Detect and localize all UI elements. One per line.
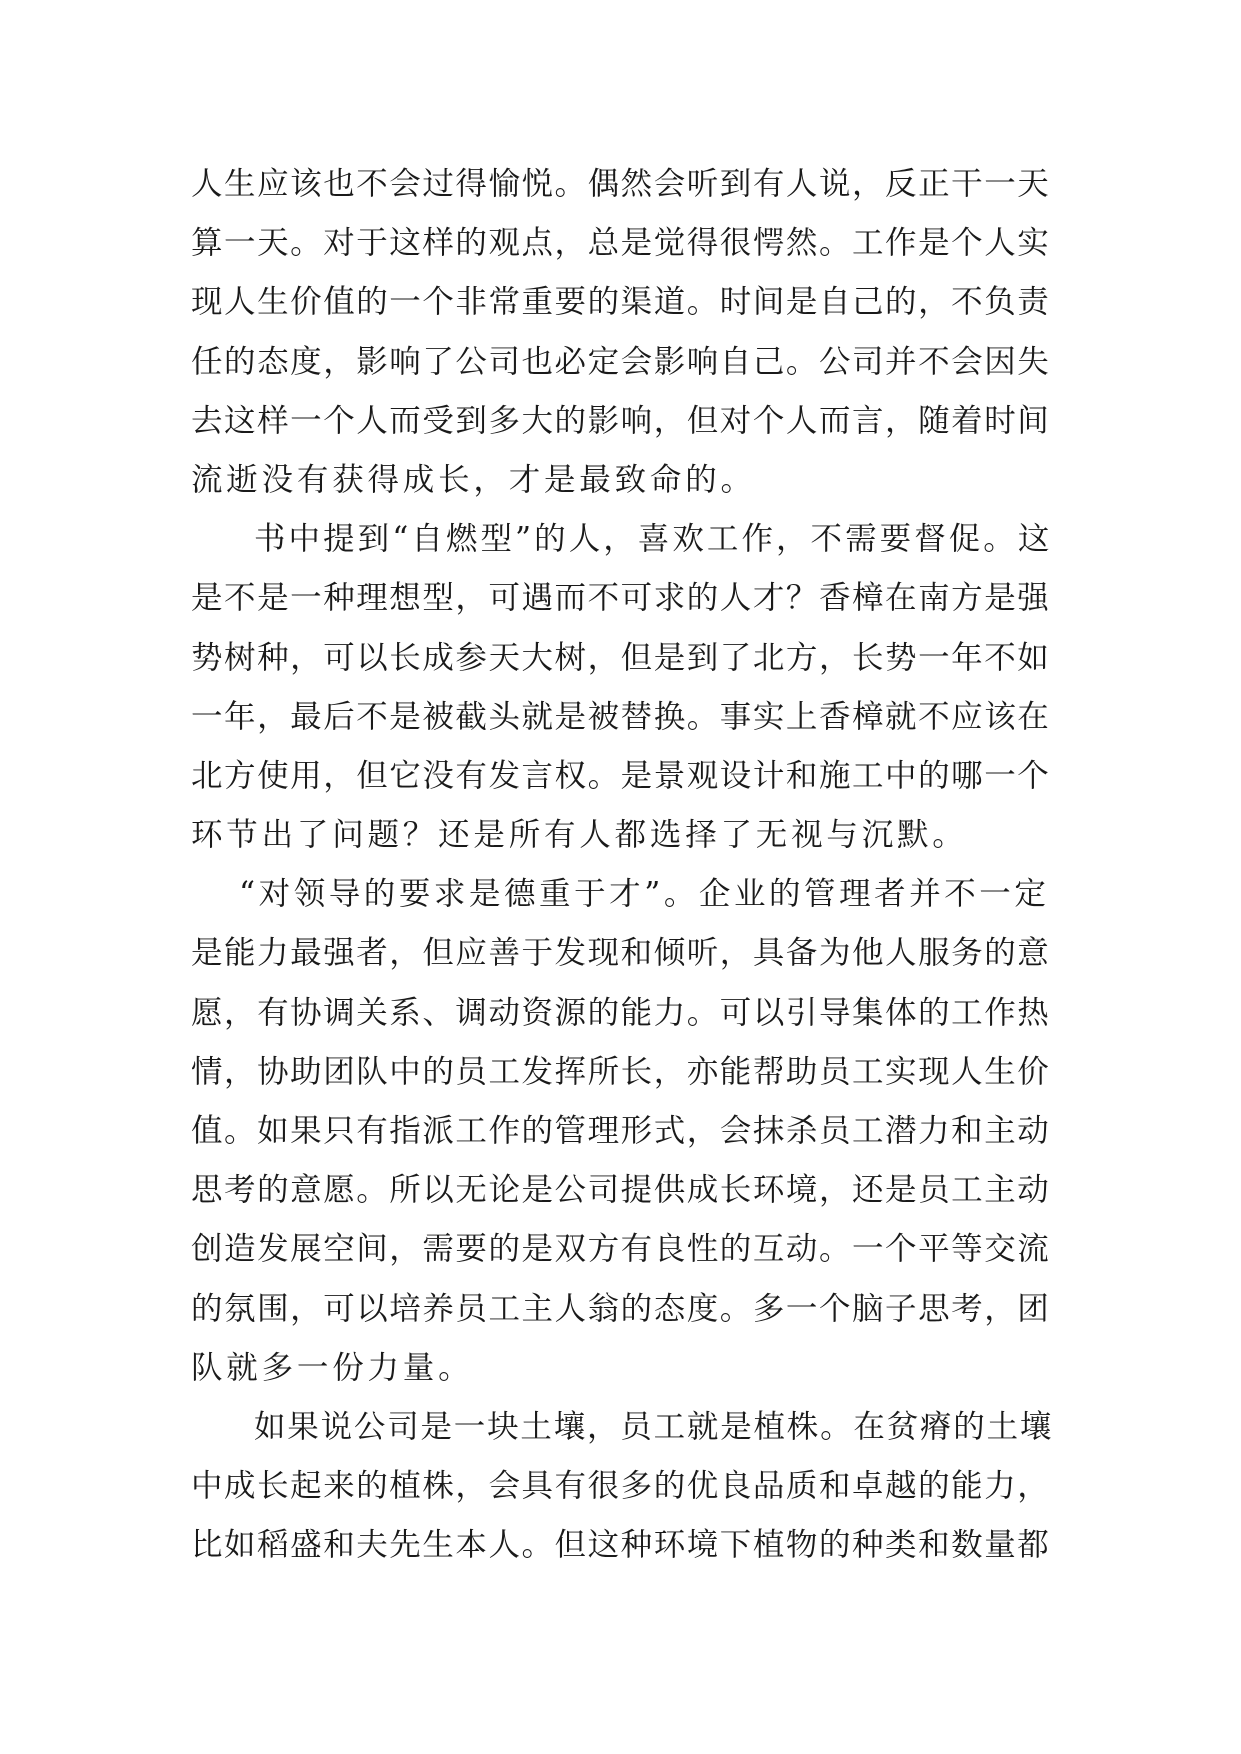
text-line: 创造发展空间，需要的是双方有良性的互动。一个平等交流 xyxy=(191,1231,1051,1268)
text-line: 势树种，可以长成参天大树，但是到了北方，长势一年不如 xyxy=(191,639,1051,676)
text-line: 是能力最强者，但应善于发现和倾听，具备为他人服务的意 xyxy=(191,935,1051,972)
text-line: 去这样一个人而受到多大的影响，但对个人而言，随着时间 xyxy=(191,402,1051,439)
body-text xyxy=(191,155,1053,1576)
text-line: “对领导的要求是德重于才”。企业的管理者并不一定 xyxy=(239,876,1050,913)
text-line: 任的态度，影响了公司也必定会影响自己。公司并不会因失 xyxy=(191,343,1051,380)
text-line: 队就多一份力量。 xyxy=(191,1349,474,1386)
text-line: 人生应该也不会过得愉悦。偶然会听到有人说，反正干一天 xyxy=(191,166,1051,202)
text-line: 值。如果只有指派工作的管理形式，会抹杀员工潜力和主动 xyxy=(191,1113,1051,1149)
text-line: 比如稻盛和夫先生本人。但这种环境下植物的种类和数量都 xyxy=(191,1527,1051,1564)
text-line: 算一天。对于这样的观点，总是觉得很愕然。工作是个人实 xyxy=(191,225,1051,262)
text-line: 书中提到“自燃型”的人，喜欢工作，不需要督促。这 xyxy=(254,521,1053,558)
text-line: 环节出了问题？还是所有人都选择了无视与沉默。 xyxy=(191,817,968,854)
text-line: 的氛围，可以培养员工主人翁的态度。多一个脑子思考，团 xyxy=(191,1290,1051,1327)
text-line: 是不是一种理想型，可遇而不可求的人才？香樟在南方是强 xyxy=(191,580,1051,617)
text-line: 现人生价值的一个非常重要的渠道。时间是自己的，不负责 xyxy=(191,284,1051,321)
text-line: 北方使用，但它没有发言权。是景观设计和施工中的哪一个 xyxy=(191,757,1051,794)
text-line: 流逝没有获得成长，才是最致命的。 xyxy=(191,461,756,498)
text-line: 一年，最后不是被截头就是被替换。事实上香樟就不应该在 xyxy=(191,698,1051,735)
text-line: 愿，有协调关系、调动资源的能力。可以引导集体的工作热 xyxy=(191,994,1051,1031)
text-line: 如果说公司是一块土壤，员工就是植株。在贫瘠的土壤 xyxy=(254,1408,1054,1445)
text-line: 中成长起来的植株，会具有很多的优良品质和卓越的能力， xyxy=(191,1468,1051,1505)
text-line: 思考的意愿。所以无论是公司提供成长环境，还是员工主动 xyxy=(191,1172,1051,1209)
text-line: 情，协助团队中的员工发挥所长，亦能帮助员工实现人生价 xyxy=(191,1053,1051,1090)
